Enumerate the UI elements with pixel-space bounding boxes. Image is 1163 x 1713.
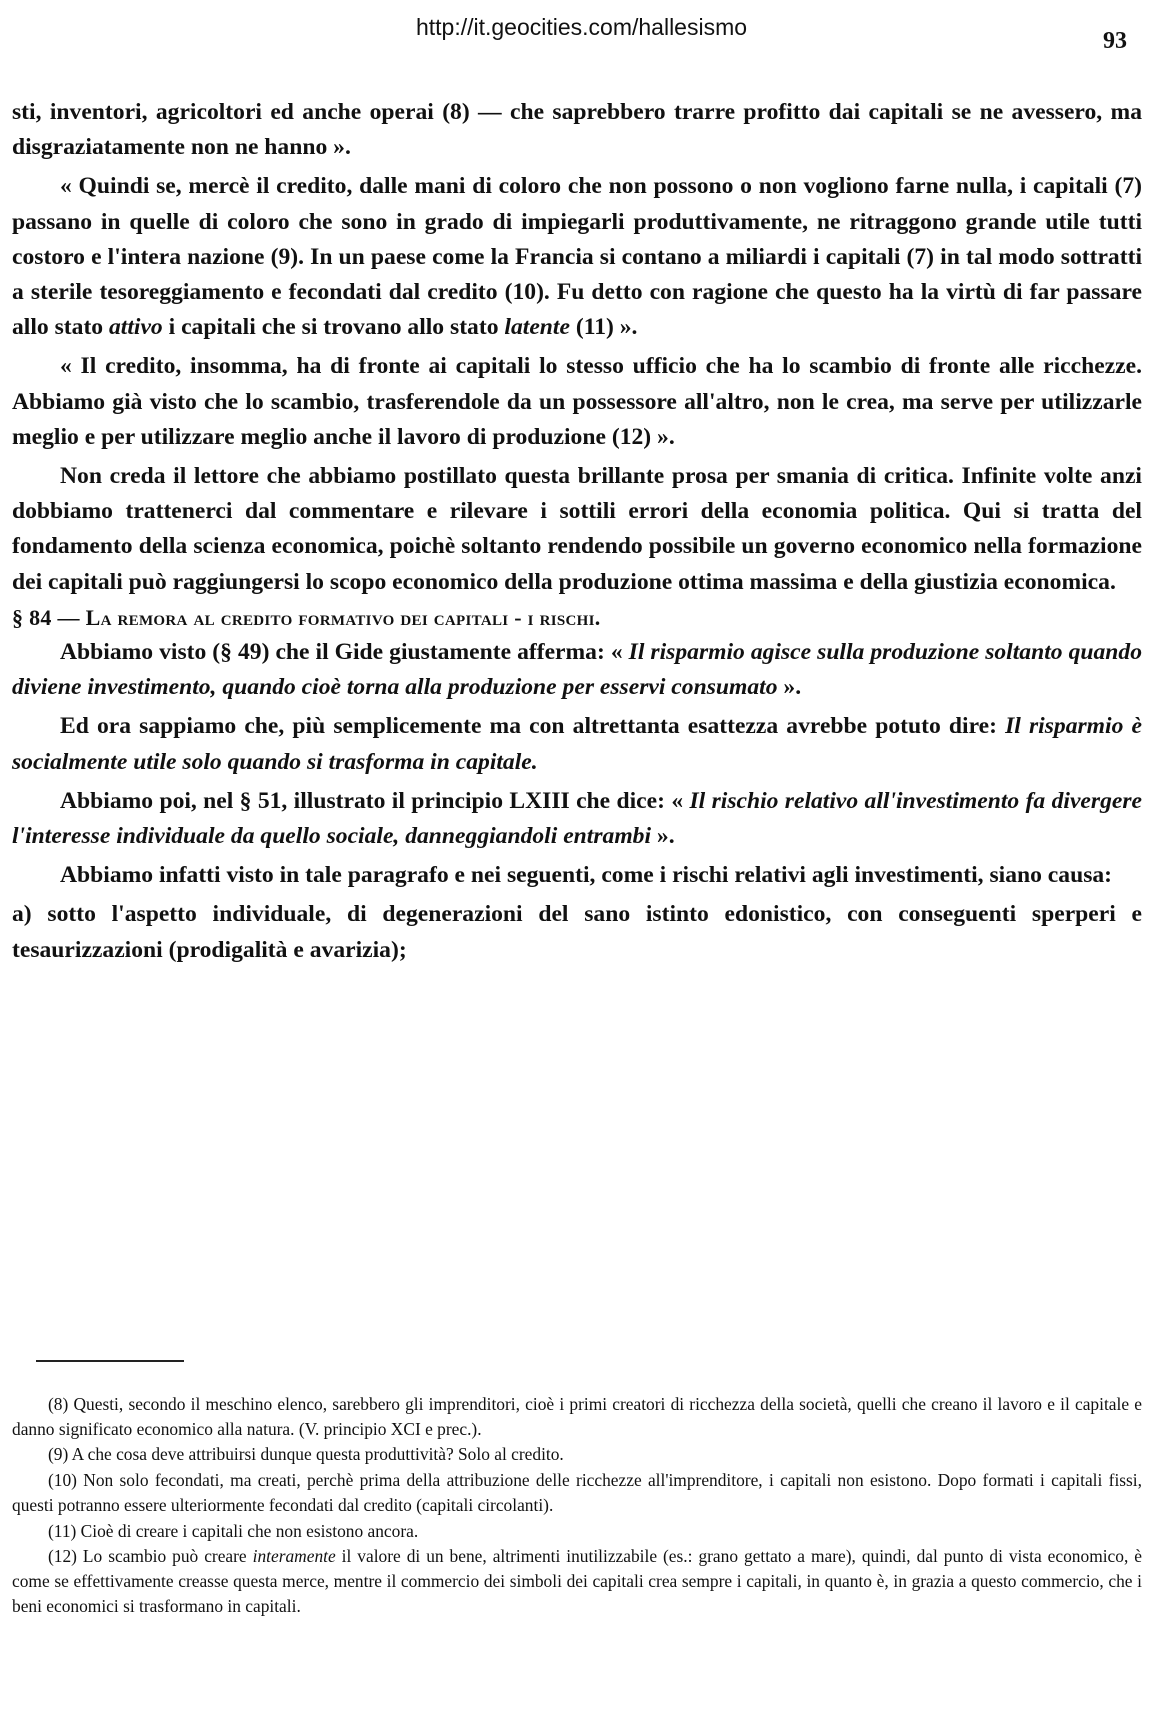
quotation: Il risparmio agisce sulla produzione soltanto quando diviene investimento, quando cioè torna alla produzione per esservi consumato [12, 639, 1143, 701]
quotation: Il risparmio è socialmente utile solo quando si trasforma in capitale. [12, 713, 1142, 775]
paragraph-text: ». [777, 674, 802, 701]
section-heading [12, 600, 1142, 635]
footnote-11: (11) Cioè di creare i capitali che non esistono ancora. [48, 1520, 419, 1541]
italic-term: interamente [252, 1546, 336, 1567]
paragraph-text: (11) ». [569, 314, 638, 341]
paragraph: sti, inventori, agricoltori ed anche operai (8) — che saprebbero trarre profitto dai capitali se ne avessero, ma disgraziatamente non ne hanno ». [12, 99, 1142, 161]
footnote-9: (9) A che cosa deve attribuirsi dunque questa produttività? Solo al credito. [48, 1444, 564, 1465]
paragraph-text: Ed ora sappiamo che, più semplicemente ma con altrettanta esattezza avrebbe potuto dire: [60, 713, 1006, 740]
list-item: a) sotto l'aspetto individuale, di degenerazioni del sano istinto edonistico, con conseguenti sperperi e tesaurizzazioni (prodigalità e avarizia); [12, 901, 1142, 963]
footnote-divider [36, 1360, 184, 1362]
page-number: 93 [1103, 28, 1127, 54]
paragraph: « Il credito, insomma, ha di fronte ai capitali lo stesso ufficio che ha lo scambio di fronte alle ricchezze. Abbiamo già visto che lo scambio, trasferendole da un possessore all'altro, non le crea, ma serve per utilizzarle meglio e per utilizzare meglio anche il lavoro di produzione (12) ». [12, 353, 1142, 450]
footnote-12 [12, 1544, 1142, 1618]
quotation: Il rischio relativo all'investimento fa divergere l'interesse individuale da quello sociale, danneggiandoli entrambi [12, 787, 1142, 850]
main-text [12, 95, 1142, 968]
paragraph [12, 635, 1142, 705]
footnotes [12, 1392, 1142, 1619]
header-url: http://it.geocities.com/hallesismo [415, 14, 748, 40]
footnote-10: (10) Non solo fecondati, ma creati, perchè prima della attribuzione delle ricchezze all'imprenditore, i capitali non esistono. Dopo formati i capitali fissi, questi potranno essere ulteriormente fecondati dal credito (capitali circolanti). [12, 1470, 1142, 1515]
footnote-text: (12) Lo scambio può creare [48, 1546, 253, 1567]
section-title: La remora al credito formativo dei capitali - i rischi. [85, 604, 601, 630]
italic-term: attivo [109, 314, 163, 341]
paragraph-text: i capitali che si trovano allo stato [162, 314, 505, 341]
paragraph [12, 709, 1142, 779]
footnote-text: il valore di un bene, altrimenti inutilizzabile (es.: grano gettato a mare), quindi, dal punto di vista economico, è come se effettivamente creasse questa merce, mentre il commercio dei simboli dei capitali crea sempre i capitali, in quanto è, in grazia a questo commercio, che i beni economici si trasformano in capitali. [12, 1546, 1142, 1616]
paragraph: Non creda il lettore che abbiamo postillato questa brillante prosa per smania di critica. Infinite volte anzi dobbiamo trattenerci dal commentare e rilevare i sottili errori della economia politica. Qui si tratta del fondamento della scienza economica, poichè soltanto rendendo possibile un governo economico nella formazione dei capitali può raggiungersi lo scopo economico della produzione ottima massima e della giustizia economica. [12, 463, 1142, 595]
paragraph [12, 169, 1142, 345]
paragraph-text: ». [651, 823, 675, 850]
paragraph: Abbiamo infatti visto in tale paragrafo e nei seguenti, come i rischi relativi agli investimenti, siano causa: [60, 862, 1113, 889]
section-number: § 84 — [12, 604, 80, 630]
paragraph-text: « Quindi se, mercè il credito, dalle mani di coloro che non possono o non vogliono farne nulla, i capitali (7) passano in quelle di coloro che sono in grado di impiegarli produttivamente, ne ritraggono grande utile tutti costoro e l'intera nazione (9). In un paese come la Francia si contano a miliardi i capitali (7) in tal modo sottratti a sterile tesoreggiamento e fecondati dal credito (10). Fu detto con ragione che questo ha la virtù di far passare allo stato [12, 173, 1142, 341]
paragraph-text: Abbiamo visto (§ 49) che il Gide giustamente afferma: « [60, 639, 629, 666]
paragraph-text: Abbiamo poi, nel § 51, illustrato il principio LXIII che dice: « [60, 787, 690, 814]
footnote-8: (8) Questi, secondo il meschino elenco, sarebbero gli imprenditori, cioè i primi creatori di ricchezza della società, quelli che creano il lavoro e il capitale e danno significato economico alla natura. (V. principio XCI e prec.). [12, 1394, 1142, 1439]
paragraph [12, 784, 1142, 854]
italic-term: latente [504, 314, 570, 341]
